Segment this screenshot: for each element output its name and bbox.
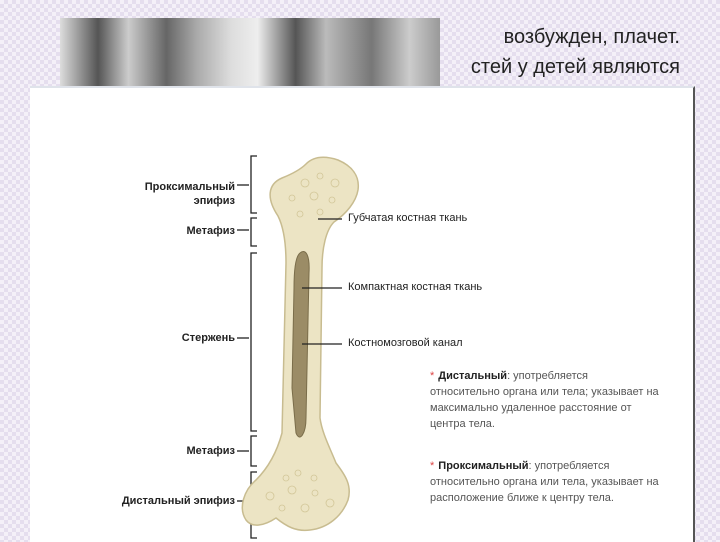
- bone-diagram-panel: [30, 86, 695, 542]
- label-distal-epiphysis: Дистальный эпифиз: [121, 495, 235, 507]
- bracket-metaphysis-top: [251, 218, 257, 246]
- note-distal-term: Дистальный: [438, 370, 508, 382]
- note-proximal-term: Проксимальный: [438, 460, 529, 472]
- region-brackets: [237, 156, 257, 538]
- label-compact-bone: Компактная костная ткань: [348, 281, 483, 293]
- note-proximal: [430, 458, 660, 506]
- note-distal: [430, 368, 660, 432]
- label-metaphysis-bottom: Метафиз: [186, 445, 235, 457]
- bracket-proximal-epiphysis: [251, 156, 257, 213]
- bracket-metaphysis-bottom: [251, 436, 257, 466]
- label-spongy-bone: Губчатая костная ткань: [348, 212, 468, 224]
- asterisk-icon: *: [430, 370, 435, 382]
- slide-text-line-2: стей у детей являются: [470, 56, 680, 78]
- note-proximal-text: : употребляется относительно органа или тела, указывает на расположение ближе к центру тела.: [430, 460, 659, 504]
- label-medullary-canal: Костномозговой канал: [348, 337, 463, 349]
- label-metaphysis-top: Метафиз: [186, 225, 235, 237]
- slide-text-line-1: возбужден, плачет.: [503, 26, 680, 48]
- label-proximal-epiphysis: Проксимальный эпифиз: [144, 181, 235, 207]
- note-distal-text: : употребляется относительно органа или тела; указывает на максимально удаленное расстояние от центра тела.: [430, 370, 659, 430]
- bracket-shaft: [251, 253, 257, 431]
- label-shaft: Стержень: [181, 332, 235, 344]
- slide-text: [60, 22, 680, 82]
- asterisk-icon: *: [430, 460, 435, 472]
